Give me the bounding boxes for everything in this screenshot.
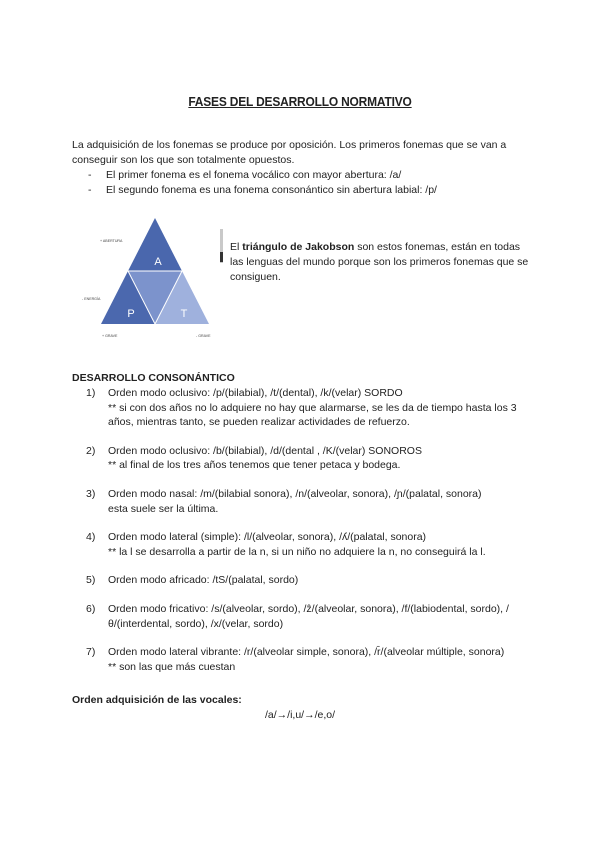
list-item-note: ** al final de los tres años tenemos que tener petaca y bodega. [108,459,401,472]
document-title: FASES DEL DESARROLLO NORMATIVO [188,94,412,109]
list-item-text: Orden modo oclusivo: /p/(bilabial), /t/(dental), /k/(velar) SORDO [108,387,403,399]
triangle-label-p: P [127,308,135,320]
jakobson-triangle [80,212,230,342]
triangle-label-t: T [180,308,188,320]
triangle-caption-bottom-left: + GRAVE [102,334,118,338]
quote-bar-accent [220,252,223,262]
vowel-section-title: Orden adquisición de las vocales: [72,694,242,706]
list-item-note: ** son las que más cuestan [108,660,236,673]
jakobson-triangle-figure [80,212,230,342]
list-item [72,487,542,516]
consonant-section-title: DESARROLLO CONSONÁNTICO [72,372,235,384]
list-item [72,645,542,674]
list-item [72,530,542,559]
list-item-text: Orden modo oclusivo: /b/(bilabial), /d/(dental , /K/(velar) SONOROS [108,444,422,457]
list-item [72,386,542,430]
list-item-text: Orden modo fricativo: /s/(alveolar, sordo), /ẑ/(alveolar, sonora), /f/(labiodental, sordo), /θ/(interdental, sordo), /x/(velar, sordo) [108,602,509,630]
list-item-number: 5) [86,574,96,587]
list-item-text: Orden modo lateral (simple): /l/(alveolar, sonora), /ʎ/(palatal, sonora) [108,531,427,544]
list-item-note: esta suele ser la última. [108,502,219,515]
list-item-number: 1) [86,387,96,399]
intro-section [72,138,532,198]
vowel-sequence: /a/→/i,u/→/e,o/ [264,709,336,721]
jakobson-bold-term: triángulo de Jakobson [242,241,355,253]
list-item [72,444,542,473]
list-item-number: 4) [86,531,96,544]
list-item-note: ** la l se desarrolla a partir de la n, si un niño no adquiere la n, no conseguirá la l. [108,545,486,558]
intro-paragraph: La adquisición de los fonemas se produce por oposición. Los primeros fonemas que se van a conseguir son los que son totalmente opuestos. [72,139,507,166]
triangle-caption-mid-left: - ENERGÍA [82,297,101,301]
list-item [72,602,542,631]
consonant-list [72,386,542,674]
jakobson-rest: son estos fonemas, están en todas las lenguas del mundo porque son los primeros fonemas que se consiguen. [230,241,529,283]
triangle-caption-top-left: + ABERTURA [100,239,123,243]
jakobson-paragraph [230,240,530,285]
list-item-number: 7) [86,646,96,659]
triangle-label-a: A [154,256,162,268]
list-item [72,168,532,183]
list-item-note: ** si con dos años no lo adquiere no hay que alarmarse, se les da de tiempo hasta los 3 años, mientras tanto, se pueden realizar actividades de refuerzo. [108,401,517,429]
triangle-caption-bottom-right: - GRAVE [196,334,211,338]
list-item-number: 2) [86,444,96,457]
list-item [72,183,532,198]
jakobson-prefix: El [230,241,243,253]
list-item-text: Orden modo nasal: /m/(bilabial sonora), /n/(alveolar, sonora), /ɲ/(palatal, sonora) [108,487,482,500]
intro-bullet-list [72,168,532,198]
bullet-dash: - [88,184,92,196]
list-item-text: El primer fonema es el fonema vocálico con mayor abertura: /a/ [106,169,402,181]
list-item-text: Orden modo lateral vibrante: /r/(alveolar simple, sonora), /r̄/(alveolar múltiple, sonora) [108,646,505,659]
bullet-dash: - [88,169,92,181]
list-item-text: Orden modo africado: /tS/(palatal, sordo) [108,574,299,587]
list-item-text: El segundo fonema es una fonema consonántico sin abertura labial: /p/ [106,184,437,196]
list-item [72,573,542,588]
list-item-number: 3) [86,487,96,500]
list-item-number: 6) [86,602,96,615]
